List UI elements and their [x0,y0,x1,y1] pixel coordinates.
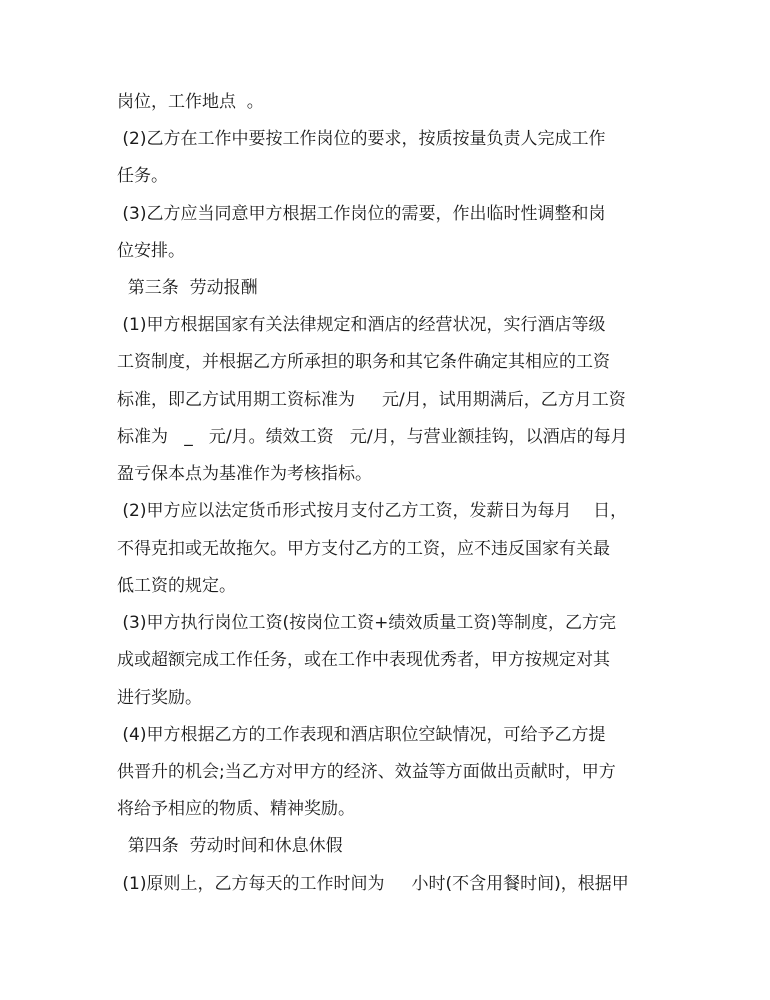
text-line: 标准为 _ 元/月。绩效工资 元/月，与营业额挂钩，以酒店的每月 [117,427,628,447]
text-line: 任务。 [117,166,168,186]
section-heading: 第三条 劳动报酬 [117,278,258,298]
text-line: (2)甲方应以法定货币形式按月支付乙方工资，发薪日为每月 日， [117,501,628,521]
text-line: 进行奖励。 [117,688,202,708]
text-line: 将给予相应的物质、精神奖励。 [117,799,355,819]
text-line: 供晋升的机会;当乙方对甲方的经济、效益等方面做出贡献时，甲方 [117,762,616,782]
text-line: 工资制度，并根据乙方所承担的职务和其它条件确定其相应的工资 [117,352,610,372]
text-line: 岗位，工作地点 。 [117,92,264,112]
text-line: (3)甲方执行岗位工资(按岗位工资+绩效质量工资)等制度，乙方完 [117,613,616,633]
text-line: 位安排。 [117,241,185,261]
section-heading: 第四条 劳动时间和休息休假 [117,836,343,856]
text-line: 盈亏保本点为基准作为考核指标。 [117,464,372,484]
text-line: 不得克扣或无故拖欠。甲方支付乙方的工资，应不违反国家有关最 [117,539,610,559]
text-line: 低工资的规定。 [117,576,236,596]
text-line: 标准，即乙方试用期工资标准为 元/月，试用期满后，乙方月工资 [117,390,626,410]
text-line: (4)甲方根据乙方的工作表现和酒店职位空缺情况，可给予乙方提 [117,725,606,745]
text-line: (2)乙方在工作中要按工作岗位的要求，按质按量负责人完成工作 [117,129,606,149]
text-line: (3)乙方应当同意甲方根据工作岗位的需要，作出临时性调整和岗 [117,204,606,224]
text-line: (1)甲方根据国家有关法律规定和酒店的经营状况，实行酒店等级 [117,315,606,335]
text-line: 成或超额完成工作任务，或在工作中表现优秀者，甲方按规定对其 [117,650,610,670]
text-line: (1)原则上，乙方每天的工作时间为 小时(不含用餐时间)，根据甲 [117,874,629,894]
